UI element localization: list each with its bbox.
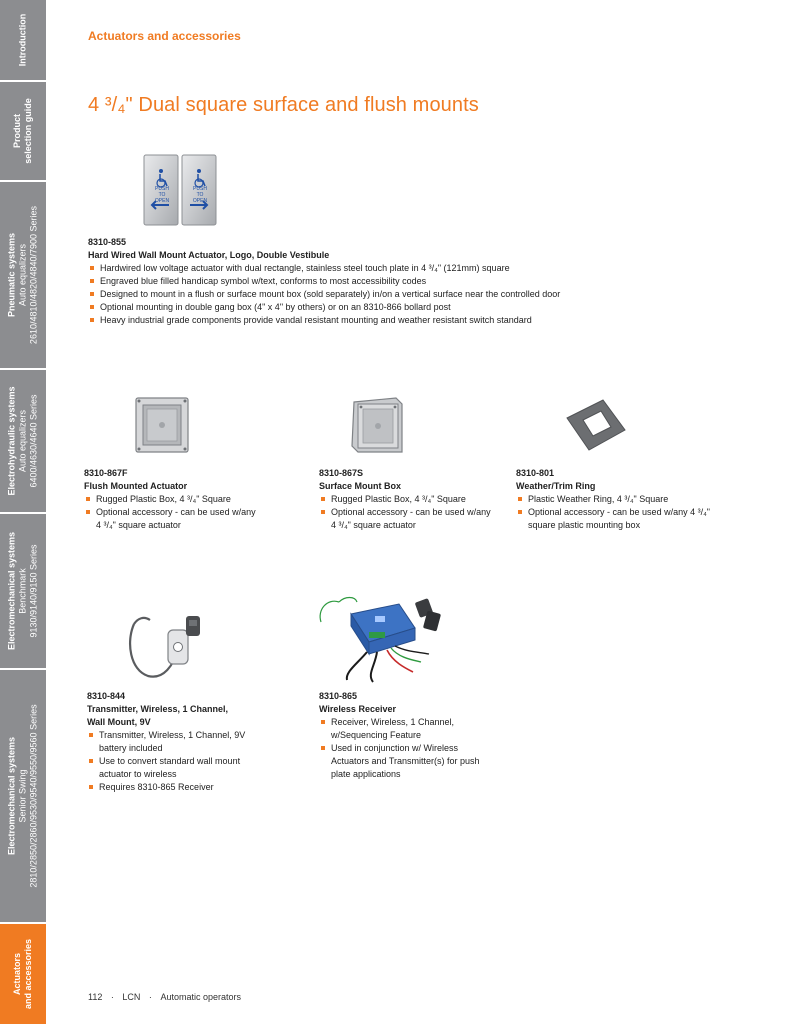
bullet-item: Transmitter, Wireless, 1 Channel, 9V battery included [87, 729, 257, 755]
page-title: 4 ³/₄" Dual square surface and flush mounts [88, 94, 479, 116]
flush-box-image [134, 396, 190, 454]
product-code: 8310-801 [516, 468, 555, 478]
surface-box-image [348, 396, 404, 454]
product-bullets [319, 493, 494, 532]
footer-separator: · [148, 992, 152, 1002]
tab-label: Electrohydraulic systems [6, 386, 17, 496]
trim-ring-image [563, 398, 627, 452]
tab-label-line2: and accessories [23, 938, 33, 1010]
section-header: Actuators and accessories [88, 29, 241, 43]
bullet-item: Receiver, Wireless, 1 Channel, w/Sequencing Feature [319, 716, 484, 742]
tab-label: Product [12, 113, 22, 149]
wireless-transmitter-image [124, 612, 204, 684]
tab-series: 6400/4630/4640 Series [28, 394, 39, 488]
wireless-receiver-image [317, 592, 445, 684]
bullet-item: Heavy industrial grade components provide vandal resistant mounting and weather resistant switch standard [88, 314, 708, 327]
footer-brand: LCN [122, 992, 141, 1002]
sidebar-tabs [0, 0, 46, 1024]
tab-electrohydraulic-systems[interactable] [0, 370, 46, 514]
tab-sublabel: Auto equalizers [17, 243, 28, 307]
page-number: 112 [88, 992, 103, 1002]
tab-pneumatic-systems[interactable] [0, 182, 46, 370]
bullet-item: Rugged Plastic Box, 4 ³/₄" Square [84, 493, 259, 506]
bullet-item: Optional accessory - can be used w/any 4 ³/₄" square plastic mounting box [516, 506, 716, 532]
tab-label: Electromechanical systems [6, 531, 17, 651]
tab-electromechanical-senior-swing[interactable] [0, 670, 46, 924]
bullet-item: Rugged Plastic Box, 4 ³/₄" Square [319, 493, 494, 506]
bullet-item: Used in conjunction w/ Wireless Actuators and Transmitter(s) for push plate applications [319, 742, 484, 781]
tab-electromechanical-benchmark[interactable] [0, 514, 46, 670]
tab-introduction[interactable] [0, 0, 46, 82]
product-bullets [319, 716, 484, 781]
product-code: 8310-844 [87, 691, 126, 701]
bullet-item: Optional accessory - can be used w/any 4 ³/₄" square actuator [84, 506, 259, 532]
plate-text-left: PUSH TO OPEN [154, 186, 170, 204]
dual-push-plate-image [143, 153, 217, 227]
product-name: Weather/Trim Ring [516, 481, 596, 491]
product-8310-855 [88, 236, 708, 327]
bullet-item: Plastic Weather Ring, 4 ³/₄" Square [516, 493, 716, 506]
product-8310-844 [87, 690, 257, 794]
product-name: Surface Mount Box [319, 481, 402, 491]
bullet-item: Use to convert standard wall mount actuator to wireless [87, 755, 257, 781]
product-bullets [87, 729, 257, 794]
tab-label: Actuators [12, 952, 22, 996]
product-8310-865 [319, 690, 484, 781]
bullet-item: Requires 8310-865 Receiver [87, 781, 257, 794]
product-bullets [516, 493, 716, 532]
tab-product-selection-guide[interactable] [0, 82, 46, 182]
tab-label: Electromechanical systems [6, 736, 17, 856]
product-8310-801 [516, 467, 716, 532]
product-bullets [84, 493, 259, 532]
tab-series: 9130/9140/9150 Series [28, 544, 39, 638]
bullet-item: Designed to mount in a flush or surface mount box (sold separately) in/on a vertical surface near the controlled door [88, 288, 708, 301]
tab-series: 2810/2850/2860/9530/9540/9550/9560 Series [28, 704, 39, 888]
tab-sublabel: Senior Swing [17, 769, 28, 823]
product-code: 8310-867S [319, 468, 364, 478]
product-name: Flush Mounted Actuator [84, 481, 188, 491]
bullet-item: Hardwired low voltage actuator with dual rectangle, stainless steel touch plate in 4 ³/₄" (121mm) square [88, 262, 708, 275]
page-footer [88, 992, 241, 1002]
tab-sublabel: Benchmark [17, 568, 28, 614]
bullet-item: Optional accessory - can be used w/any 4 ³/₄" square actuator [319, 506, 494, 532]
plate-text-right: PUSH TO OPEN [192, 186, 208, 204]
product-8310-867s [319, 467, 494, 532]
tab-label: Pneumatic systems [6, 232, 17, 318]
tab-actuators-accessories[interactable] [0, 924, 46, 1024]
bullet-item: Engraved blue filled handicap symbol w/text, conforms to most accessibility codes [88, 275, 708, 288]
tab-label-line2: selection guide [23, 98, 33, 164]
product-name: Transmitter, Wireless, 1 Channel, Wall Mount, 9V [87, 704, 228, 727]
tab-label: Introduction [17, 13, 28, 67]
tab-series: 2610/4810/4820/4840/7900 Series [28, 205, 39, 345]
footer-separator: · [110, 992, 114, 1002]
product-8310-867f [84, 467, 259, 532]
product-bullets [88, 262, 708, 327]
product-code: 8310-867F [84, 468, 128, 478]
bullet-item: Optional mounting in double gang box (4" x 4" by others) or on an 8310-866 bollard post [88, 301, 708, 314]
product-code: 8310-855 [88, 237, 127, 247]
footer-section: Automatic operators [160, 992, 241, 1002]
product-name: Hard Wired Wall Mount Actuator, Logo, Double Vestibule [88, 250, 330, 260]
product-name: Wireless Receiver [319, 704, 396, 714]
tab-sublabel: Auto equalizers [17, 409, 28, 473]
product-code: 8310-865 [319, 691, 358, 701]
